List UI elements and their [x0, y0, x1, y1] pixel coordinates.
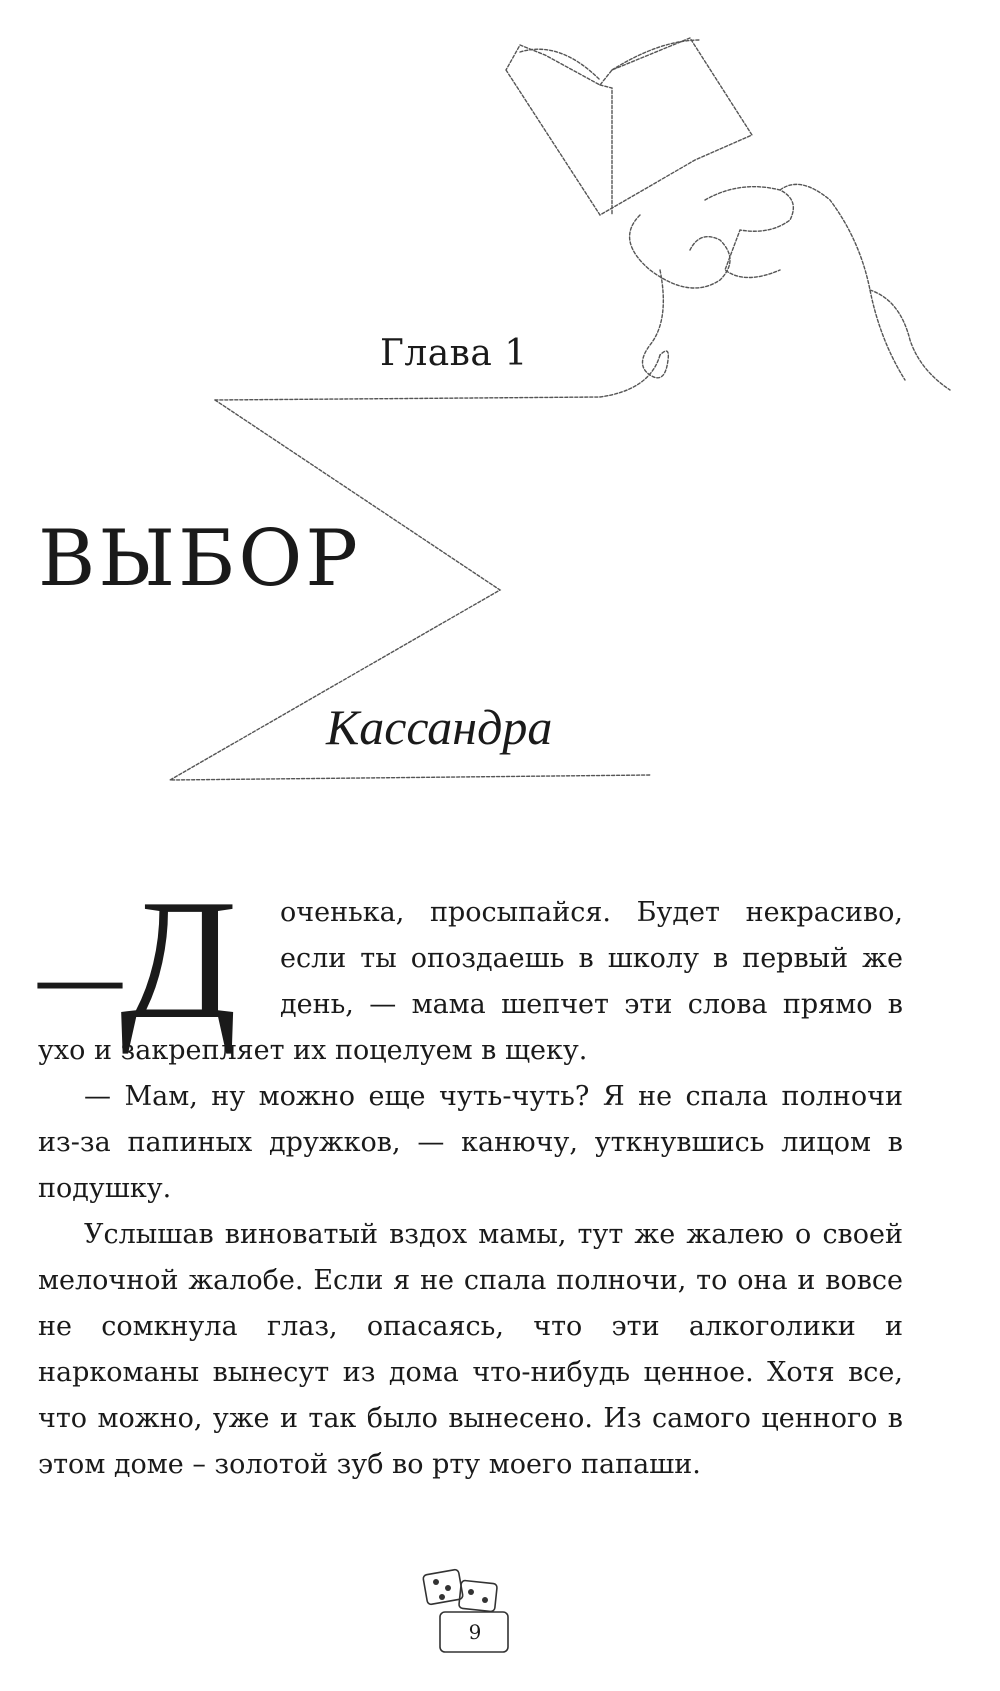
paragraph-2: — Мам, ну можно еще чуть-чуть? Я не спала полночи из-за папиных дружков, — канючу, уткнувшись лицом в подушку. [38, 1081, 903, 1204]
chapter-label: Глава 1 [380, 333, 528, 374]
dropcap-letter: Д [120, 865, 238, 1055]
chapter-narrator: Кассандра [326, 699, 553, 755]
dropcap-dash: — [38, 931, 122, 1024]
page-number: 9 [468, 1620, 482, 1644]
paragraph-text: оченька, просыпайся. Будет некрасиво, если ты опоздаешь в школу в первый же день, — мама шепчет эти слова прямо в ухо и закрепляет их поцелуем в щеку. [38, 897, 903, 1066]
paragraph-3: Услышав виноватый вздох мамы, тут же жалею о своей мелочной жалобе. Если я не спала полночи, то она и вовсе не сомкнула глаз, опасаясь, что эти алкоголики и наркоманы вынесут из дома что-нибудь ценное. Хотя все, что можно, уже и так было вынесено. Из самого ценного в этом доме – золотой зуб во рту моего папаши. [38, 1219, 903, 1480]
chapter-title: ВЫБОР [38, 514, 361, 604]
